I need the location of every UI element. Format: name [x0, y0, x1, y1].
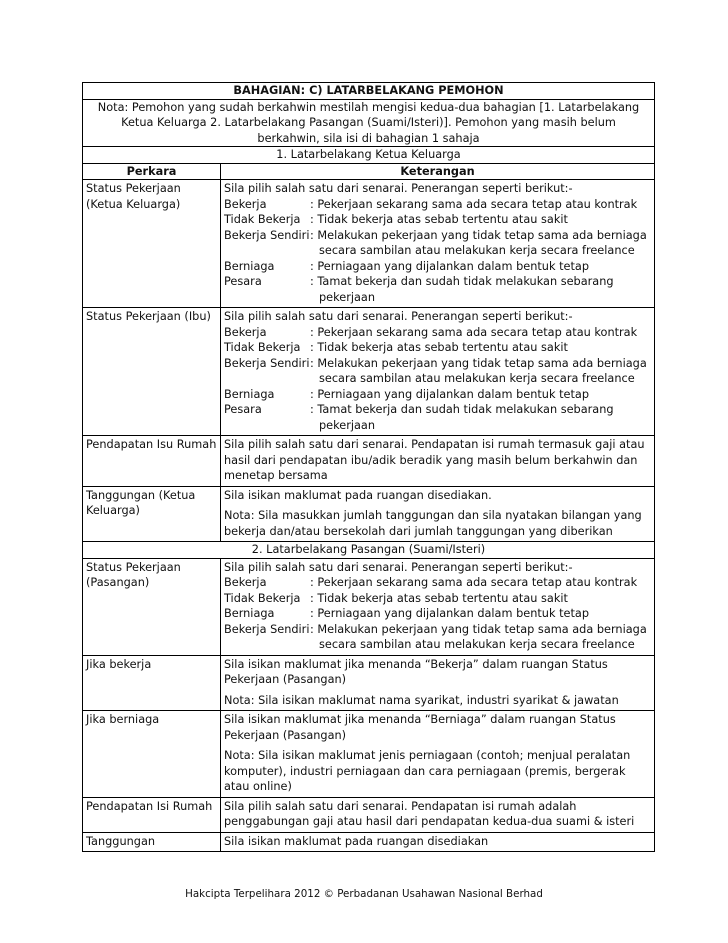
option-definition: : Pekerjaan sekarang sama ada secara tetap atau kontrak — [310, 325, 638, 339]
column-header-keterangan: Keterangan — [221, 163, 655, 180]
option-definition: : Tidak bekerja atas sebab tertentu atau sakit — [310, 341, 568, 354]
option-definition: : Tidak bekerja atas sebab tertentu atau sakit — [310, 591, 568, 605]
option-definition: : Perniagaan yang dijalankan dalam bentuk tetap — [310, 607, 589, 620]
option-term: Bekerja — [224, 197, 267, 211]
option-term: Pesara — [224, 275, 262, 288]
row-label: Status Pekerjaan (Ketua Keluarga) — [83, 180, 221, 308]
description-text: Sila isikan maklumat pada ruangan disediakan. — [224, 488, 492, 502]
row-label: Jika berniaga — [83, 711, 221, 798]
option-term: Bekerja Sendiri — [224, 228, 310, 242]
option-definition: : Pekerjaan sekarang sama ada secara tetap atau kontrak — [310, 576, 638, 589]
table-row — [83, 180, 655, 308]
row-description: Sila pilih salah satu dari senarai. Pendapatan isi rumah termasuk gaji atau hasil dari pendapatan ibu/adik beradik yang masih belum berkahwin dan menetap bersama — [221, 436, 655, 487]
copyright-footer: Hakcipta Terpelihara 2012 © Perbadanan Usahawan Nasional Berhad — [185, 888, 543, 900]
option-definition: : Tidak bekerja atas sebab tertentu atau sakit — [310, 213, 568, 226]
row-label: Tanggungan — [83, 832, 221, 852]
option-term: Tidak Bekerja — [224, 591, 301, 605]
section-title: BAHAGIAN: C) LATARBELAKANG PEMOHON — [83, 83, 655, 100]
option-definition: : Melakukan pekerjaan yang tidak tetap sama ada berniaga secara sambilan atau melakukan kerja secara freelance — [310, 228, 647, 257]
option-definition: : Tamat bekerja dan sudah tidak melakukan sebarang pekerjaan — [310, 275, 614, 304]
description-intro: Sila pilih salah satu dari senarai. Penerangan seperti berikut:- — [224, 182, 573, 195]
table-row — [83, 832, 655, 852]
description-intro: Sila pilih salah satu dari senarai. Penerangan seperti berikut:- — [224, 310, 573, 323]
row-description — [221, 308, 655, 436]
table-row — [83, 711, 655, 798]
row-label: Jika bekerja — [83, 655, 221, 711]
row-description: Sila pilih salah satu dari senarai. Pendapatan isi rumah adalah penggabungan gaji atau hasil dari pendapatan kedua-dua suami & isteri — [221, 797, 655, 832]
column-header-row — [83, 163, 655, 180]
subsection-title-1: 1. Latarbelakang Ketua Keluarga — [83, 147, 655, 164]
row-label: Status Pekerjaan (Pasangan) — [83, 558, 221, 655]
applicant-background-table — [82, 82, 655, 852]
option-definition: : Tamat bekerja dan sudah tidak melakukan sebarang pekerjaan — [310, 403, 614, 432]
option-term: Pesara — [224, 403, 262, 416]
option-list — [224, 197, 651, 306]
option-term: Bekerja — [224, 576, 267, 589]
column-header-perkara: Perkara — [83, 163, 221, 180]
option-term: Bekerja Sendiri — [224, 622, 310, 636]
row-description — [221, 558, 655, 655]
row-description: Sila isikan maklumat pada ruangan disediakan — [221, 832, 655, 852]
table-row — [83, 486, 655, 542]
option-definition: : Perniagaan yang dijalankan dalam bentuk tetap — [310, 387, 589, 401]
description-note: Nota: Sila isikan maklumat jenis perniagaan (contoh; menjual peralatan komputer), industri perniagaan dan cara perniagaan (premis, bergerak atau online) — [224, 749, 631, 793]
option-list — [224, 325, 651, 434]
table-row — [83, 308, 655, 436]
row-description — [221, 711, 655, 798]
row-label: Status Pekerjaan (Ibu) — [83, 308, 221, 436]
option-term: Berniaga — [224, 259, 275, 273]
table-row — [83, 558, 655, 655]
table-row — [83, 436, 655, 487]
description-note: Nota: Sila isikan maklumat nama syarikat, industri syarikat & jawatan — [224, 693, 619, 707]
option-definition: : Perniagaan yang dijalankan dalam bentuk tetap — [310, 259, 589, 273]
option-term: Berniaga — [224, 387, 275, 401]
instruction-note: Nota: Pemohon yang sudah berkahwin mestilah mengisi kedua-dua bahagian [1. Latarbelakang Ketua Keluarga 2. Latarbelakang Pasangan (Suami/Isteri)]. Pemohon yang masih belum berkahwin, sila isi di bahagian 1 sahaja — [83, 99, 655, 147]
description-intro: Sila pilih salah satu dari senarai. Penerangan seperti berikut:- — [224, 560, 573, 574]
description-text: Sila isikan maklumat jika menanda “Bekerja” dalam ruangan Status Pekerjaan (Pasangan) — [224, 657, 608, 686]
table-row — [83, 655, 655, 711]
description-text: Sila isikan maklumat jika menanda “Berniaga” dalam ruangan Status Pekerjaan (Pasangan) — [224, 713, 616, 742]
subsection-title-2: 2. Latarbelakang Pasangan (Suami/Isteri) — [83, 542, 655, 559]
row-description — [221, 655, 655, 711]
table-row — [83, 797, 655, 832]
option-term: Bekerja — [224, 325, 267, 339]
description-note: Nota: Sila masukkan jumlah tanggungan dan sila nyatakan bilangan yang bekerja dan/atau bersekolah dari jumlah tanggungan yang diberikan — [224, 509, 642, 538]
option-term: Tidak Bekerja — [224, 341, 301, 354]
option-term: Berniaga — [224, 607, 275, 620]
row-label: Pendapatan Isi Rumah — [83, 797, 221, 832]
option-definition: : Melakukan pekerjaan yang tidak tetap sama ada berniaga secara sambilan atau melakukan kerja secara freelance — [310, 622, 647, 651]
option-term: Tidak Bekerja — [224, 213, 301, 226]
row-description — [221, 486, 655, 542]
row-description — [221, 180, 655, 308]
option-definition: : Melakukan pekerjaan yang tidak tetap sama ada berniaga secara sambilan atau melakukan kerja secara freelance — [310, 356, 647, 385]
option-definition: : Pekerjaan sekarang sama ada secara tetap atau kontrak — [310, 197, 638, 211]
option-list — [224, 575, 651, 653]
row-label: Tanggungan (Ketua Keluarga) — [83, 486, 221, 542]
option-term: Bekerja Sendiri — [224, 356, 310, 370]
row-label: Pendapatan Isu Rumah — [83, 436, 221, 487]
